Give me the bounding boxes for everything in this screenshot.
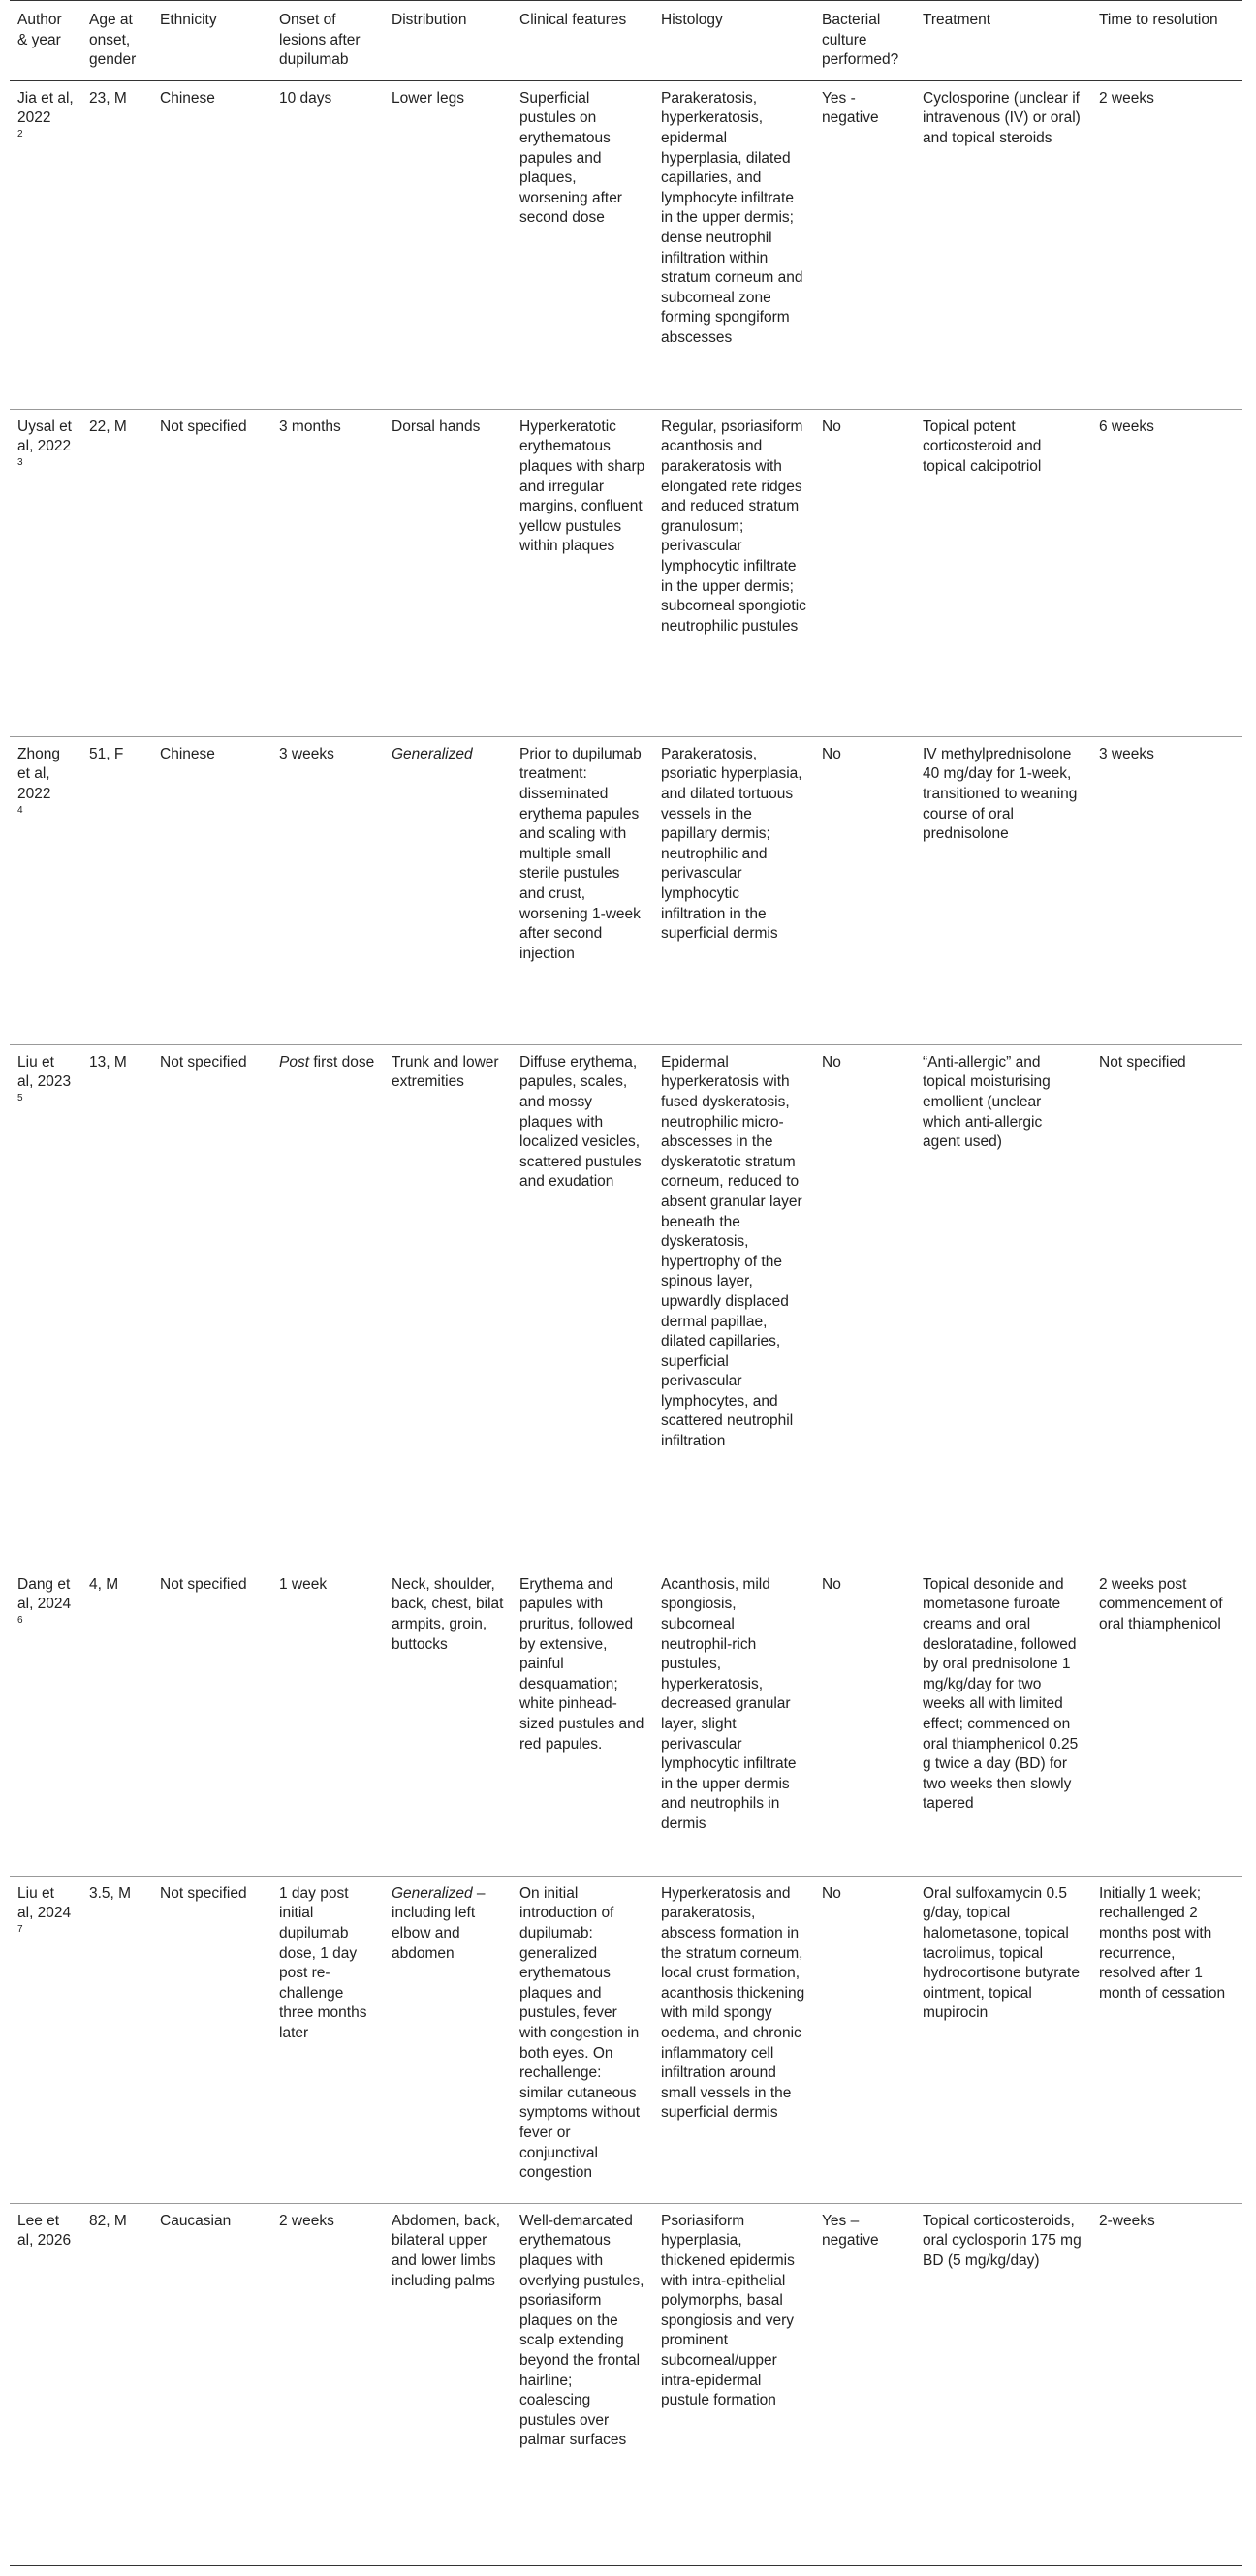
cell-histology: Regular, psoriasiform acanthosis and parakeratosis with elongated rete ridges and reduced stratum granulosum; perivascular lymphocytic infiltrate in the upper dermis; subcorneal spongiotic neutrophilic pustules (661, 418, 806, 635)
table-row (10, 409, 1242, 736)
cell-ethnicity: Not specified (160, 418, 247, 435)
cell-author: Liu et al, 2024 7 (10, 1876, 81, 2203)
header-age: Age at onset, gender (89, 12, 137, 69)
cell-culture: No (822, 745, 841, 762)
cell-age: 4, M (89, 1575, 119, 1593)
header-distribution: Distribution (392, 12, 467, 28)
reference-number: 6 (17, 1614, 23, 1626)
cell-distribution: Trunk and lower extremities (392, 1053, 499, 1091)
cell-resolution: 2 weeks (1099, 89, 1154, 107)
cell-culture: No (822, 1575, 841, 1593)
cell-histology: Epidermal hyperkeratosis with fused dyskeratosis, neutrophilic micro-abscesses in the dyskeratotic stratum corneum, reduced to absent granular layer beneath the dyskeratosis, hypertrophy of the spinous layer, upwardly displaced dermal papillae, dilated capillaries, superficial perivascular lymphocytes, and scattered neutrophil infiltration (661, 1053, 802, 1450)
cell-age: 23, M (89, 89, 127, 107)
cell-culture: Yes – negative (822, 2212, 879, 2250)
cell-ethnicity: Chinese (160, 745, 215, 762)
reference-number: 2 (17, 128, 23, 140)
reference-number: 5 (17, 1092, 23, 1103)
cell-histology: Acanthosis, mild spongiosis, subcorneal neutrophil-rich pustules, hyperkeratosis, decreased granular layer, slight perivascular lymphocytic infiltrate in the upper dermis and neutrophils in dermis (661, 1575, 797, 1832)
cell-author: Lee et al, 2026 (17, 2212, 72, 2250)
cell-histology: Hyperkeratosis and parakeratosis, abscess formation in the stratum corneum, local crust formation, acanthosis thickening with mild spongy oedema, and chronic inflammatory cell infiltration around small vessels in the superficial dermis (661, 1884, 805, 2122)
cell-author: Zhong et al, 2022 4 (10, 736, 81, 1044)
cell-resolution: 6 weeks (1099, 418, 1154, 435)
cell-age: 22, M (89, 418, 127, 435)
header-row (10, 1, 1242, 81)
cell-author: Uysal et al, 2022 3 (17, 418, 72, 468)
cell-onset: 1 week (279, 1575, 328, 1593)
cell-age: 51, F (89, 745, 124, 762)
cell-ethnicity: Not specified (160, 1575, 247, 1593)
cell-resolution: Initially 1 week; rechallenged 2 months post with recurrence, resolved after 1 month of cessation (1099, 1884, 1226, 2002)
cell-onset: Post first dose (279, 1053, 375, 1071)
cell-treatment: Topical potent corticosteroid and topical calcipotriol (923, 418, 1042, 475)
cell-resolution: 2 weeks post commencement of oral thiamphenicol (1099, 1575, 1223, 1632)
cell-ethnicity: Caucasian (160, 2212, 232, 2229)
cell-ethnicity: Not specified (160, 1053, 247, 1071)
reference-number: 3 (17, 456, 23, 468)
cell-distribution: Neck, shoulder, back, chest, bilat armpits, groin, buttocks (392, 1575, 504, 1653)
cell-onset: 10 days (279, 89, 332, 107)
cell-culture: No (822, 1053, 841, 1071)
header-resolution: Time to resolution (1099, 12, 1218, 28)
cell-treatment: Cyclosporine (unclear if intravenous (IV) or oral) and topical steroids (923, 89, 1081, 146)
header-histology: Histology (661, 12, 723, 28)
cell-clinical: Superficial pustules on erythematous papules and plaques, worsening after second dose (519, 89, 622, 227)
cell-onset: 3 weeks (279, 745, 334, 762)
case-table (10, 0, 1242, 2566)
reference-number: 7 (17, 1923, 23, 1935)
cell-clinical: On initial introduction of dupilumab: generalized erythematous plaques and pustules, fever with congestion in both eyes. On rechallenge: similar cutaneous symptoms without fever or conjunctival congestion (519, 1884, 641, 2182)
cell-culture: No (822, 418, 841, 435)
cell-resolution: Not specified (1099, 1053, 1186, 1071)
cell-histology: Parakeratosis, psoriatic hyperplasia, and dilated tortuous vessels in the papillary dermis; neutrophilic and perivascular lymphocytic infiltration in the superficial dermis (661, 745, 802, 943)
cell-author: Liu et al, 2023 5 (10, 1044, 81, 1567)
cell-resolution: 3 weeks (1099, 745, 1154, 762)
cell-treatment: “Anti-allergic” and topical moisturising emollient (unclear which anti-allergic agent used) (923, 1053, 1051, 1151)
header-onset: Onset of lesions after dupilumab (279, 12, 361, 69)
cell-author: Jia et al, 2022 2 (17, 89, 74, 140)
cell-distribution: Dorsal hands (392, 418, 481, 435)
cell-age: 3.5, M (89, 1884, 132, 1902)
table-row (10, 1876, 1242, 2203)
cell-culture: No (822, 1884, 841, 1902)
cell-treatment: Topical corticosteroids, oral cyclosporin 175 mg BD (5 mg/kg/day) (923, 2212, 1082, 2269)
header-treatment: Treatment (923, 12, 991, 28)
cell-clinical: Erythema and papules with pruritus, followed by extensive, painful desquamation; white pinhead-sized pustules and red papules. (519, 1575, 644, 1753)
cell-ethnicity: Not specified (160, 1884, 247, 1902)
table-row (10, 80, 1242, 409)
cell-age: 82, M (89, 2212, 127, 2229)
cell-distribution: Generalized – including left elbow and abdomen (392, 1884, 486, 1962)
cell-clinical: Diffuse erythema, papules, scales, and mossy plaques with localized vesicles, scattered pustules and exudation (519, 1053, 642, 1191)
cell-culture: Yes - negative (822, 89, 879, 127)
cell-resolution: 2-weeks (1099, 2212, 1155, 2229)
cell-clinical: Well-demarcated erythematous plaques with overlying pustules, psoriasiform plaques on the scalp extending beyond the frontal hairline; coalescing pustules over palmar surfaces (519, 2212, 644, 2449)
reference-number: 4 (17, 804, 23, 816)
table-row (10, 1044, 1242, 1567)
cell-distribution: Lower legs (392, 89, 464, 107)
header-author: Author & year (17, 12, 62, 48)
cell-treatment: IV methylprednisolone 40 mg/day for 1-week, transitioned to weaning course of oral prednisolone (923, 745, 1078, 843)
table-row (10, 1567, 1242, 1876)
cell-distribution: Generalized (392, 745, 473, 762)
cell-onset: 2 weeks (279, 2212, 334, 2229)
cell-clinical: Hyperkeratotic erythematous plaques with sharp and irregular margins, confluent yellow pustules within plaques (519, 418, 645, 555)
header-culture: Bacterial culture performed? (822, 12, 899, 69)
cell-author: Dang et al, 2024 6 (10, 1567, 81, 1876)
cell-onset: 3 months (279, 418, 341, 435)
table-row (10, 736, 1242, 1044)
cell-treatment: Topical desonide and mometasone furoate creams and oral desloratadine, followed by oral prednisolone 1 mg/kg/day for two weeks all with limited effect; commenced on oral thiamphenicol 0.25 g twice a day (BD) for two weeks then slowly tapered (923, 1575, 1079, 1813)
cell-histology: Psoriasiform hyperplasia, thickened epidermis with intra-epithelial polymorphs, basal spongiosis and very prominent subcorneal/upper intra-epidermal pustule formation (661, 2212, 795, 2409)
header-clinical: Clinical features (519, 12, 627, 28)
cell-ethnicity: Chinese (160, 89, 215, 107)
cell-distribution: Abdomen, back, bilateral upper and lower limbs including palms (392, 2212, 501, 2289)
cell-histology: Parakeratosis, hyperkeratosis, epidermal hyperplasia, dilated capillaries, and lymphocyte infiltrate in the upper dermis; dense neutrophil infiltration within stratum corneum and subcorneal zone forming spongiform abscesses (661, 89, 803, 346)
cell-treatment: Oral sulfoxamycin 0.5 g/day, topical halometasone, topical tacrolimus, topical hydrocortisone butyrate ointment, topical mupirocin (923, 1884, 1080, 2022)
cell-clinical: Prior to dupilumab treatment: disseminated erythema papules and scaling with multiple small sterile pustules and crust, worsening 1-week after second injection (519, 745, 642, 962)
header-ethnicity: Ethnicity (160, 12, 217, 28)
cell-onset: 1 day post initial dupilumab dose, 1 day post re-challenge three months later (279, 1884, 367, 2041)
table-row (10, 2203, 1242, 2565)
cell-age: 13, M (89, 1053, 127, 1071)
